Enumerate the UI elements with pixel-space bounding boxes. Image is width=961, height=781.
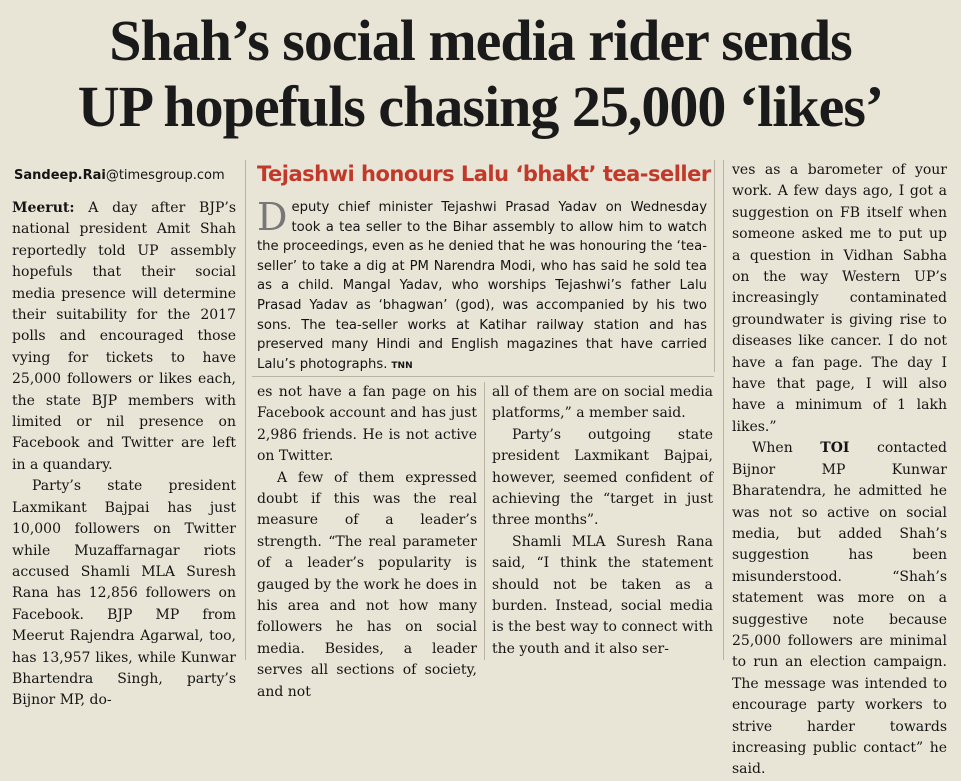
column-4-paragraph-1: ves as a barometer of your work. A few days ago, I got a suggestion on FB itself when someone asked me to put up a question in Vidhan Sabha on the way Western UP’s increasingly contaminated groundwater is giving rise to diseases like cancer. I do not have a fan page. The day I have that page, I will also have a minimum of 1 lakh likes.” [732, 162, 947, 435]
sidebar-dropcap: D [257, 195, 288, 239]
byline-name: Sandeep.Rai [14, 168, 106, 183]
sidebar-title: Tejashwi honours Lalu ‘bhakt’ tea-seller [257, 162, 711, 186]
column-2-paragraph-1: es not have a fan page on his Facebook account and has just 2,986 friends. He is not active on Twitter. [257, 384, 477, 465]
column-divider-3 [723, 160, 724, 660]
agency-tag: TNN [391, 360, 413, 371]
dateline: Meerut: [12, 200, 75, 216]
column-divider-2 [484, 382, 485, 660]
toi-label: TOI [820, 440, 850, 457]
column-divider-1 [245, 160, 246, 660]
column-1-paragraph-2: Party’s state president Laxmikant Bajpai has just 10,000 followers on Twitter while Muzaffarnagar riots accused Shamli MLA Suresh Rana has 12,856 followers on Facebook. BJP MP from Meerut Rajendra Agarwal, too, has 13,957 likes, while Kunwar Bhartendra Singh, party’s Bijnor MP, do- [12, 478, 236, 709]
byline [14, 168, 225, 183]
sidebar-bottom-rule [252, 376, 714, 377]
column-4-paragraph-2 [732, 438, 947, 781]
column-3-paragraph-3: Shamli MLA Suresh Rana said, “I think the statement should not be taken as a burden. Instead, social media is the best way to connect with the youth and it also ser- [492, 533, 713, 657]
column-1-paragraph-1 [12, 198, 236, 476]
column-4-text-pre: When [752, 440, 821, 457]
column-1-text-1: A day after BJP’s national president Amit Shah reportedly told UP assembly hopefuls that their social media presence will determine their suitability for the 2017 polls and encouraged those vying for tickets to have 25,000 followers or likes each, the state BJP members with limited or nil presence on Facebook and Twitter are left in a quandary. [12, 200, 236, 473]
column-2 [257, 382, 477, 703]
column-3 [492, 382, 713, 660]
byline-domain: @timesgroup.com [105, 168, 225, 183]
column-2-paragraph-2: A few of them expressed doubt if this was the real measure of a leader’s strength. “The real parameter of a leader’s popularity is gauged by the work he does in his area and not how many followers he has on social media. Besides, a leader serves all sections of society, and not [257, 469, 477, 700]
column-4-text-post: contacted Bijnor MP Kunwar Bharatendra, he admitted he was not so active on social media, but added Shah’s suggestion has been misunderstood. “Shah’s statement was more on a suggestive note because 25,000 followers are minimal to run an election campaign. The message was intended to encourage party workers to strive harder towards increasing public contact” he said. [732, 440, 947, 778]
column-4 [732, 160, 947, 781]
column-3-paragraph-1: all of them are on social media platforms,” a member said. [492, 384, 713, 422]
sidebar-box [252, 160, 715, 372]
sidebar-body [257, 195, 707, 376]
headline-line-1: Shah’s social media rider sends [109, 8, 852, 73]
headline [8, 8, 953, 140]
column-3-paragraph-2: Party’s outgoing state president Laxmikant Bajpai, however, seemed confident of achieving the “target in just three months”. [492, 426, 713, 529]
headline-line-2: UP hopefuls chasing 25,000 ‘likes’ [77, 74, 884, 139]
sidebar-text: eputy chief minister Tejashwi Prasad Yadav on Wednesday took a tea seller to the Bihar assembly to allow him to watch the proceedings, even as he denied that he was honouring the ‘tea-seller’ to take a dig at PM Narendra Modi, who has said he sold tea as a child. Mangal Yadav, who worships Tejashwi’s father Lalu Prasad Yadav as ‘bhagwan’ (god), was accompanied by his two sons. The tea-seller works at Katihar railway station and has preserved many Hindi and English magazines that have carried Lalu’s photographs. [257, 200, 707, 372]
column-1 [12, 198, 236, 712]
